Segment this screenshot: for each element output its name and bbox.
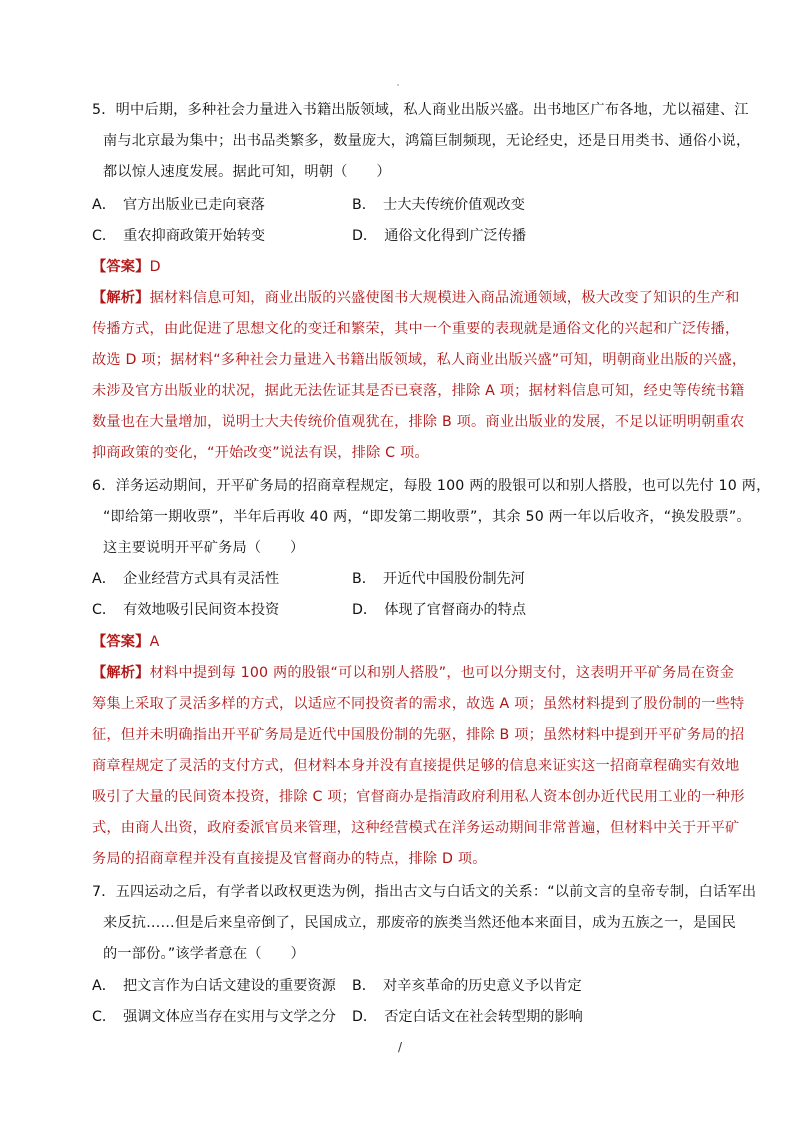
q5-analysis-line-2: 传播方式，由此促进了思想文化的变迁和繁荣，其中一个重要的表现就是通俗文化的兴起和广泛传播， bbox=[92, 321, 740, 337]
q6-analysis-text-1: 材料中提到每 100 两的股银“可以和别人搭股”，也可以分期支付，这表明开平矿务局在资金 bbox=[149, 665, 735, 681]
q5-option-a[interactable]: A． 官方出版业已走向衰落 bbox=[92, 197, 265, 213]
page-number: / bbox=[398, 1040, 403, 1054]
q6-analysis-line-6: 式，由商人出资，政府委派官员来管理，这种经营模式在洋务运动期间非常普遍，但材料中关于开平矿 bbox=[92, 820, 740, 836]
q5-analysis-line-1 bbox=[92, 288, 739, 308]
q5-stem-line-3: 都以惊人速度发展。据此可知，明朝（ ） bbox=[103, 164, 391, 180]
q7-option-b[interactable]: B． 对辛亥革命的历史意义予以肯定 bbox=[352, 978, 582, 994]
q6-analysis-line-5: 吸引了大量的民间资本投资，排除 C 项；官督商办是指清政府利用私人资本创办近代民用工业的一种形 bbox=[92, 789, 745, 805]
q6-analysis-line-2: 筹集上采取了灵活多样的方式，以适应不同投资者的需求，故选 A 项；虽然材料提到了股份制的一些特 bbox=[92, 696, 745, 712]
q6-analysis-tag: 【解析】 bbox=[92, 665, 150, 681]
q7-option-d[interactable]: D． 否定白话文在社会转型期的影响 bbox=[352, 1009, 583, 1025]
q6-option-b[interactable]: B． 开近代中国股份制先河 bbox=[352, 571, 525, 587]
q5-analysis-line-3: 故选 D 项；据材料“多种社会力量进入书籍出版领域，私人商业出版兴盛”可知，明朝商业出版的兴盛， bbox=[92, 352, 747, 368]
q5-option-d[interactable]: D． 通俗文化得到广泛传播 bbox=[352, 228, 527, 244]
q6-option-a[interactable]: A． 企业经营方式具有灵活性 bbox=[92, 571, 280, 587]
q6-stem-line-1: 6．洋务运动期间，开平矿务局的招商章程规定，每股 100 两的股银可以和别人搭股，也可以先付 10 两， bbox=[92, 478, 771, 494]
q7-option-c[interactable]: C． 强调文体应当存在实用与文学之分 bbox=[92, 1009, 336, 1025]
q6-option-d[interactable]: D． 体现了官督商办的特点 bbox=[352, 602, 527, 618]
q7-stem-line-1: 7．五四运动之后，有学者以政权更迭为例，指出古文与白话文的关系：“以前文言的皇帝专制，白话军出 bbox=[92, 884, 757, 900]
q5-analysis-line-4: 未涉及官方出版业的状况，据此无法佐证其是否已衰落，排除 A 项；据材料信息可知，经史等传统书籍 bbox=[92, 383, 745, 399]
q5-analysis-line-6: 抑商政策的变化，“开始改变”说法有误，排除 C 项。 bbox=[92, 445, 429, 461]
q5-option-b[interactable]: B． 士大夫传统价值观改变 bbox=[352, 197, 525, 213]
q5-answer-value: D bbox=[149, 259, 161, 275]
q7-option-a[interactable]: A． 把文言作为白话文建设的重要资源 bbox=[92, 978, 336, 994]
q6-stem-line-2: “即给第一期收票”，半年后再收 40 两，“即发第二期收票”，其余 50 两一年以后收齐，“换发股票”。 bbox=[103, 509, 751, 525]
q5-analysis-line-5: 数量也在大量增加，说明士大夫传统价值观犹在，排除 B 项。商业出版业的发展，不足以证明明朝重农 bbox=[92, 414, 745, 430]
q5-analysis-tag: 【解析】 bbox=[92, 290, 150, 306]
q6-stem-line-3: 这主要说明开平矿务局（ ） bbox=[103, 540, 305, 556]
q6-analysis-line-4: 商章程规定了灵活的支付方式，但材料本身并没有直接提供足够的信息来证实这一招商章程确实有效地 bbox=[92, 758, 740, 774]
q5-stem-line-1: 5．明中后期，多种社会力量进入书籍出版领域，私人商业出版兴盛。出书地区广布各地，尤以福建、江 bbox=[92, 102, 749, 118]
q6-answer bbox=[92, 632, 159, 652]
q6-option-c[interactable]: C． 有效地吸引民间资本投资 bbox=[92, 602, 280, 618]
q6-analysis-line-3: 征，但并未明确指出开平矿务局是近代中国股份制的先驱，排除 B 项；虽然材料中提到开平矿务局的招 bbox=[92, 727, 745, 743]
header-dot bbox=[397, 84, 399, 86]
q6-analysis-line-1 bbox=[92, 663, 734, 683]
q5-answer bbox=[92, 257, 161, 277]
q7-stem-line-3: 的一部份。”该学者意在（ ） bbox=[103, 946, 305, 962]
q6-answer-value: A bbox=[149, 634, 160, 650]
q7-stem-line-2: 来反抗……但是后来皇帝倒了，民国成立，那废帝的族类当然还他本来面目，成为五族之一，是国民 bbox=[103, 915, 737, 931]
q5-stem-line-2: 南与北京最为集中；出书品类繁多，数量庞大，鸿篇巨制频现，无论经史，还是日用类书、通俗小说， bbox=[103, 133, 751, 149]
q6-answer-tag: 【答案】 bbox=[92, 634, 150, 650]
q5-analysis-text-1: 据材料信息可知，商业出版的兴盛使图书大规模进入商品流通领域，极大改变了知识的生产和 bbox=[149, 290, 740, 306]
q5-answer-tag: 【答案】 bbox=[92, 259, 150, 275]
q5-option-c[interactable]: C． 重农抑商政策开始转变 bbox=[92, 228, 266, 244]
q6-analysis-line-7: 务局的招商章程并没有直接提及官督商办的特点，排除 D 项。 bbox=[92, 851, 487, 867]
